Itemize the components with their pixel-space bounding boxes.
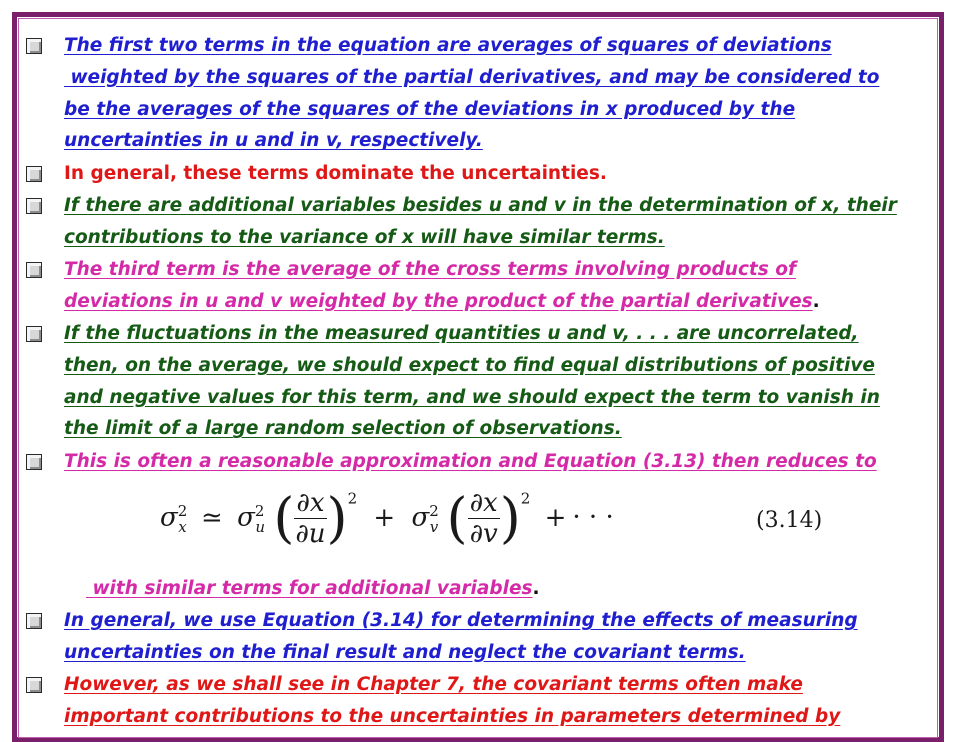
text-line: uncertainties on the final result and neglect the covariant terms. xyxy=(64,641,746,663)
trailing-period: . xyxy=(812,290,820,312)
bullet-box-icon xyxy=(26,198,42,214)
text-line: This is often a reasonable approximation and Equation (3.13) then reduces to xyxy=(64,451,877,472)
text-line: then, on the average, we should expect to find equal distributions of positive xyxy=(64,354,875,376)
bullet-text-8 xyxy=(64,669,942,733)
text-line: In general, these terms dominate the uncertainties. xyxy=(64,163,607,184)
text-line: and negative values for this term, and we should expect the term to vanish in xyxy=(64,386,880,408)
equation-continuation xyxy=(86,573,960,605)
equation-3-14 xyxy=(160,488,840,564)
bullet-box-icon xyxy=(26,262,42,278)
text-line: important contributions to the uncertainties in parameters determined by xyxy=(64,705,841,727)
bullet-box-icon xyxy=(26,677,42,693)
text-line: The first two terms in the equation are averages of squares of deviations xyxy=(64,35,832,56)
equation-body: $\sigma^2_x$ ≃ $\sigma^2_u$ ( $\frac{\partial x}{\partial u}$ )$^2 + \sigma^2_v$ ( $\frac{\partial x}{\partial v}$ )$^2$ + · · · xyxy=(160,486,614,550)
bullet-box-icon xyxy=(26,613,42,629)
text-line: be the averages of the squares of the deviations in x produced by the xyxy=(64,98,796,120)
text-line: with similar terms for additional variables xyxy=(86,578,533,599)
text-line: In general, we use Equation (3.14) for determining the effects of measuring xyxy=(64,610,858,631)
bullet-text-4 xyxy=(64,254,942,318)
text-line: uncertainties in u and in v, respectively. xyxy=(64,130,483,152)
bullet-text-7 xyxy=(64,605,942,669)
text-line: If there are additional variables besides u and v in the determination of x, their xyxy=(64,195,897,216)
bullet-text-6 xyxy=(64,446,942,478)
bullet-box-icon xyxy=(26,38,42,54)
text-line: the limit of a large random selection of observations. xyxy=(64,418,622,440)
bullet-text-2 xyxy=(64,158,942,190)
bullet-box-icon xyxy=(26,326,42,342)
partial-x-u-fraction: $\frac{\partial x}{\partial u}$ xyxy=(295,488,326,549)
text-line: If the fluctuations in the measured quantities u and v, . . . are uncorrelated, xyxy=(64,323,859,344)
text-line: However, as we shall see in Chapter 7, the covariant terms often make xyxy=(64,674,803,695)
bullet-text-1 xyxy=(64,30,942,157)
bullet-box-icon xyxy=(26,454,42,470)
text-line: The third term is the average of the cross terms involving products of xyxy=(64,259,796,280)
equation-number: (3.14) xyxy=(756,508,823,533)
text-line: deviations in u and v weighted by the product of the partial derivatives xyxy=(64,290,813,312)
bullet-box-icon xyxy=(26,166,42,182)
bullet-text-3 xyxy=(64,190,942,254)
text-line: weighted by the squares of the partial derivatives, and may be considered to xyxy=(64,66,880,88)
trailing-period: . xyxy=(532,578,540,599)
bullet-text-5 xyxy=(64,318,942,445)
text-line: contributions to the variance of x will have similar terms. xyxy=(64,226,665,248)
partial-x-v-fraction: $\frac{\partial x}{\partial v}$ xyxy=(469,488,498,549)
